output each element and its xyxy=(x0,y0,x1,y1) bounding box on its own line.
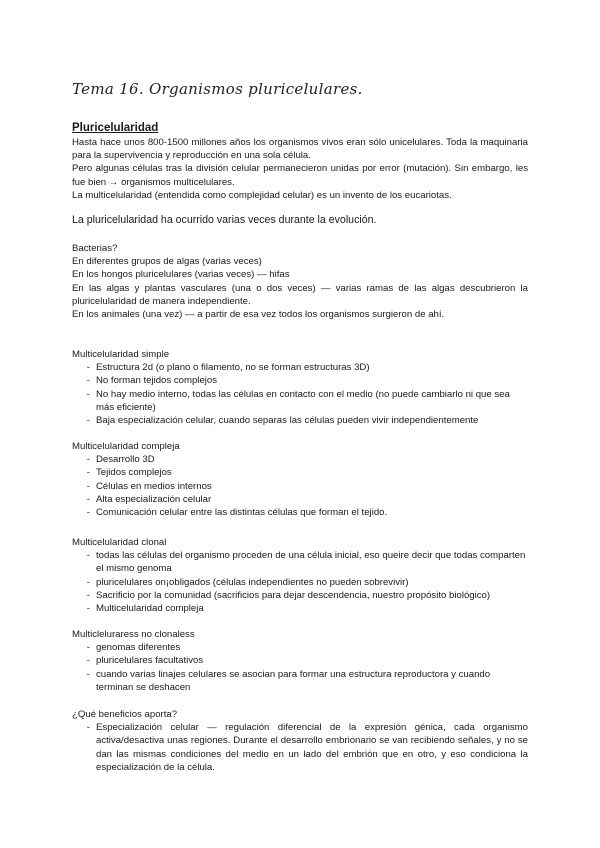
list-item-text: No forman tejidos complejos xyxy=(96,375,218,387)
bullet-dash: - xyxy=(86,375,90,387)
complex-section xyxy=(72,440,528,519)
intro-paragraph: La multicelularidad (entendida como complejidad celular) es un invento de los eucariotas. xyxy=(72,189,452,201)
list-item-text: Multicelularidad compleja xyxy=(96,603,204,615)
bullet-dash: - xyxy=(86,722,90,734)
bullet-dash: - xyxy=(86,589,90,601)
list-item xyxy=(72,576,528,589)
page-title: Tema 16. Organismos pluricelulares. xyxy=(72,80,363,98)
list-item xyxy=(72,374,528,387)
occurrence-line: En las algas y plantas vasculares (una o dos veces) — varias ramas de las algas descubrieron la pluricelularidad de manera independiente. xyxy=(72,282,528,307)
list-item-text: Estructura 2d (o plano o filamento, no se forman estructuras 3D) xyxy=(96,362,370,374)
list-item xyxy=(72,654,528,667)
list-item xyxy=(72,641,528,654)
list-item-text: Sacrificio por la comunidad (sacrificios para dejar descendencia, nuestro propósito biológico) xyxy=(96,589,491,601)
occurrence-line: En diferentes grupos de algas (varias veces) xyxy=(72,256,262,268)
bullet-dash: - xyxy=(86,454,90,466)
bullet-dash: - xyxy=(86,668,90,680)
bullet-dash: - xyxy=(86,388,90,400)
nonclonal-title: Multicleluraress no clonaless xyxy=(72,629,195,640)
list-item-text: todas las células del organismo proceden de una célula inicial, eso queire decir que todas comparten el mismo genoma xyxy=(96,550,526,575)
bullet-dash: - xyxy=(86,576,90,588)
bullet-dash: - xyxy=(86,362,90,374)
bullet-dash: - xyxy=(86,655,90,667)
section-heading: Pluricelularidad xyxy=(72,122,159,134)
list-item xyxy=(72,506,528,519)
list-item xyxy=(72,466,528,479)
list-item xyxy=(72,388,528,414)
benefits-title: ¿Qué beneficios aporta? xyxy=(72,709,178,720)
list-item-text: Baja especialización celular, cuando separas las células pueden vivir independientemente xyxy=(96,415,479,427)
clonal-title: Multicelularidad clonal xyxy=(72,537,167,548)
list-item xyxy=(72,453,528,466)
complex-title: Multicelularidad compleja xyxy=(72,441,180,452)
bullet-dash: - xyxy=(86,493,90,505)
bullet-dash: - xyxy=(86,642,90,654)
list-item xyxy=(72,589,528,602)
list-item xyxy=(72,549,528,575)
list-item-text: genomas diferentes xyxy=(96,642,181,654)
bullet-dash: - xyxy=(86,467,90,479)
bullet-dash: - xyxy=(86,507,90,519)
occurrence-line: En los animales (una vez) — a partir de esa vez todos los organismos surgieron de ahí. xyxy=(72,309,445,321)
list-item-text: Alta especialización celular xyxy=(96,493,212,505)
list-item-text: cuando varias linajes celulares se asocian para formar una estructura reproductora y cuando terminan se deshacen xyxy=(96,668,491,693)
list-item-text: pluricelulares on¡obligados (células independientes no pueden sobrevivir) xyxy=(96,576,409,588)
list-item xyxy=(72,602,528,615)
occurrence-line: Bacterias? xyxy=(72,243,118,254)
list-item-text: Comunicación celular entre las distintas células que forman el tejido. xyxy=(96,507,388,519)
bullet-dash: - xyxy=(86,415,90,427)
intro-block xyxy=(72,136,528,202)
nonclonal-section xyxy=(72,628,528,694)
list-item xyxy=(72,668,528,694)
clonal-section xyxy=(72,536,528,615)
simple-section xyxy=(72,348,528,427)
list-item-text: Tejidos complejos xyxy=(96,467,172,479)
bullet-dash: - xyxy=(86,603,90,615)
intro-paragraph: Hasta hace unos 800-1500 millones años los organismos vivos eran sólo unicelulares. Toda la maquinaria para la supervivencia y reproducción en una sola célula. xyxy=(72,137,528,162)
list-item xyxy=(72,721,528,774)
benefits-section xyxy=(72,708,528,774)
list-item xyxy=(72,480,528,493)
bullet-dash: - xyxy=(86,550,90,562)
simple-title: Multicelularidad simple xyxy=(72,349,170,360)
lead-sentence: La pluricelularidad ha ocurrido varias veces durante la evolución. xyxy=(72,214,377,226)
intro-paragraph: Pero algunas células tras la división celular permanecieron unidas por error (mutación). Sin embargo, les fue bien → organismos multicelulares. xyxy=(72,163,528,188)
list-item xyxy=(72,493,528,506)
bullet-dash: - xyxy=(86,480,90,492)
list-item-text: pluricelulares facultativos xyxy=(96,655,204,667)
list-item-text: No hay medio interno, todas las células en contacto con el medio (no puede cambiarlo ni que sea más eficiente) xyxy=(96,388,510,413)
lead-block xyxy=(72,214,528,227)
occurrences-block xyxy=(72,242,528,321)
list-item-text: Desarrollo 3D xyxy=(96,454,155,466)
list-item-text: Células en medios internos xyxy=(96,480,212,492)
occurrence-line: En los hongos pluricelulares (varias veces) — hifas xyxy=(72,269,290,281)
list-item xyxy=(72,414,528,427)
list-item xyxy=(72,361,528,374)
list-item-text: Especialización celular — regulación diferencial de la expresión génica, cada organismo activa/desactiva unas regiones. Durante el desarrollo embrionario se van recibiendo señales, y no se dan las mismas condiciones del medio en un lado del embrión que en otro, y eso condiciona la especialización de la célula. xyxy=(96,722,528,773)
